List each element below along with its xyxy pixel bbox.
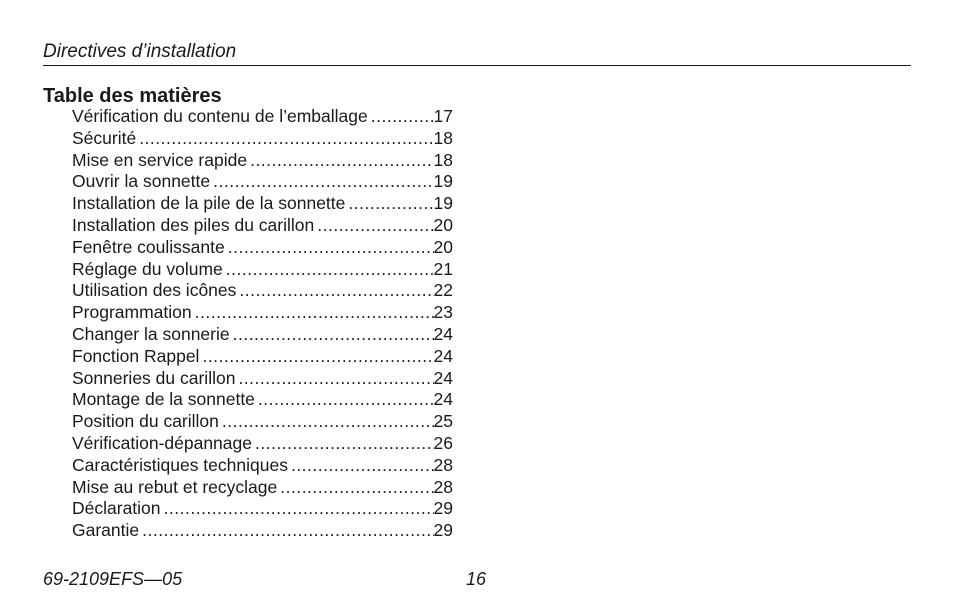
toc-entry <box>72 150 453 172</box>
toc-entry-leader <box>252 433 434 455</box>
toc-entry-leader <box>225 237 434 259</box>
toc-entry-leader <box>230 324 434 346</box>
toc-entry-leader <box>235 368 433 390</box>
toc-list <box>72 106 453 542</box>
footer-document-code: 69-2109EFS—05 <box>43 569 183 589</box>
toc-entry-leader <box>288 455 434 477</box>
toc-entry-label: Montage de la sonnette <box>72 389 255 410</box>
toc-entry <box>72 411 453 433</box>
toc-entry-leader <box>199 346 433 368</box>
toc-entry-label: Sécurité <box>72 127 137 148</box>
toc-entry-page: 17 <box>433 106 453 126</box>
header-divider <box>43 65 911 66</box>
toc-entry-page: 20 <box>433 236 453 257</box>
toc-entry-leader <box>192 302 434 324</box>
toc-entry-label: Installation des piles du carillon <box>72 214 315 235</box>
toc-entry-leader <box>136 128 433 150</box>
toc-entry-leader <box>219 411 434 433</box>
toc-entry-label: Position du carillon <box>72 411 219 432</box>
toc-entry-leader <box>139 520 433 542</box>
toc-entry <box>72 455 453 477</box>
toc-entry-leader <box>277 477 433 499</box>
toc-entry <box>72 368 453 390</box>
toc-entry-page: 24 <box>433 323 453 344</box>
toc-heading: Table des matières <box>43 85 222 107</box>
toc-entry-label: Mise au rebut et recyclage <box>72 476 278 497</box>
toc-entry-leader <box>223 259 434 281</box>
toc-entry <box>72 237 453 259</box>
toc-entry-page: 29 <box>433 520 453 541</box>
header-title: Directives d’installation <box>43 41 237 62</box>
toc-entry-label: Vérification du contenu de l’emballage <box>72 106 368 126</box>
toc-entry-page: 22 <box>433 280 453 301</box>
toc-entry <box>72 193 453 215</box>
toc-entry-label: Changer la sonnerie <box>72 323 230 344</box>
toc-entry-page: 25 <box>433 411 453 432</box>
toc-entry-leader <box>345 193 433 215</box>
toc-entry-page: 28 <box>433 454 453 475</box>
toc-entry <box>72 346 453 368</box>
toc-entry-page: 24 <box>433 389 453 410</box>
toc-entry-label: Déclaration <box>72 498 161 519</box>
toc-entry-page: 18 <box>433 127 453 148</box>
toc-entry-page: 24 <box>433 345 453 366</box>
toc-entry-label: Programmation <box>72 302 192 323</box>
toc-entry <box>72 498 453 520</box>
toc-entry-page: 29 <box>433 498 453 519</box>
toc-entry-label: Réglage du volume <box>72 258 223 279</box>
toc-entry-label: Fonction Rappel <box>72 345 200 366</box>
toc-entry <box>72 280 453 302</box>
toc-entry-leader <box>368 106 434 128</box>
toc-entry-page: 26 <box>433 432 453 453</box>
toc-entry <box>72 171 453 193</box>
toc-entry-page: 18 <box>433 149 453 170</box>
toc-entry-label: Installation de la pile de la sonnette <box>72 193 346 214</box>
toc-entry-label: Fenêtre coulissante <box>72 236 225 257</box>
toc-entry-label: Utilisation des icônes <box>72 280 237 301</box>
toc-entry <box>72 128 453 150</box>
toc-entry-page: 21 <box>433 258 453 279</box>
toc-entry-page: 28 <box>433 476 453 497</box>
toc-entry <box>72 215 453 237</box>
toc-entry-label: Garantie <box>72 520 140 541</box>
toc-entry <box>72 477 453 499</box>
toc-entry-leader <box>236 280 433 302</box>
toc-entry <box>72 520 453 542</box>
toc-entry-label: Vérification-dépannage <box>72 432 252 453</box>
toc-entry-page: 24 <box>433 367 453 388</box>
toc-entry <box>72 389 453 411</box>
toc-entry <box>72 302 453 324</box>
toc-entry-leader <box>314 215 433 237</box>
toc-entry-page: 20 <box>433 214 453 235</box>
toc-entry <box>72 259 453 281</box>
toc-entry <box>72 324 453 346</box>
toc-entry-label: Sonneries du carillon <box>72 367 236 388</box>
toc-entry-page: 19 <box>433 193 453 214</box>
toc-entry-leader <box>255 389 434 411</box>
toc-entry-leader <box>247 150 433 172</box>
toc-entry-page: 19 <box>433 171 453 192</box>
toc-entry <box>72 106 453 128</box>
toc-entry-page: 23 <box>433 302 453 323</box>
toc-entry-label: Caractéristiques techniques <box>72 454 288 475</box>
toc-entry-label: Ouvrir la sonnette <box>72 171 211 192</box>
footer-page-number: 16 <box>466 569 487 589</box>
toc-entry <box>72 433 453 455</box>
toc-entry-leader <box>161 498 434 520</box>
toc-entry-label: Mise en service rapide <box>72 149 248 170</box>
toc-entry-leader <box>210 171 433 193</box>
